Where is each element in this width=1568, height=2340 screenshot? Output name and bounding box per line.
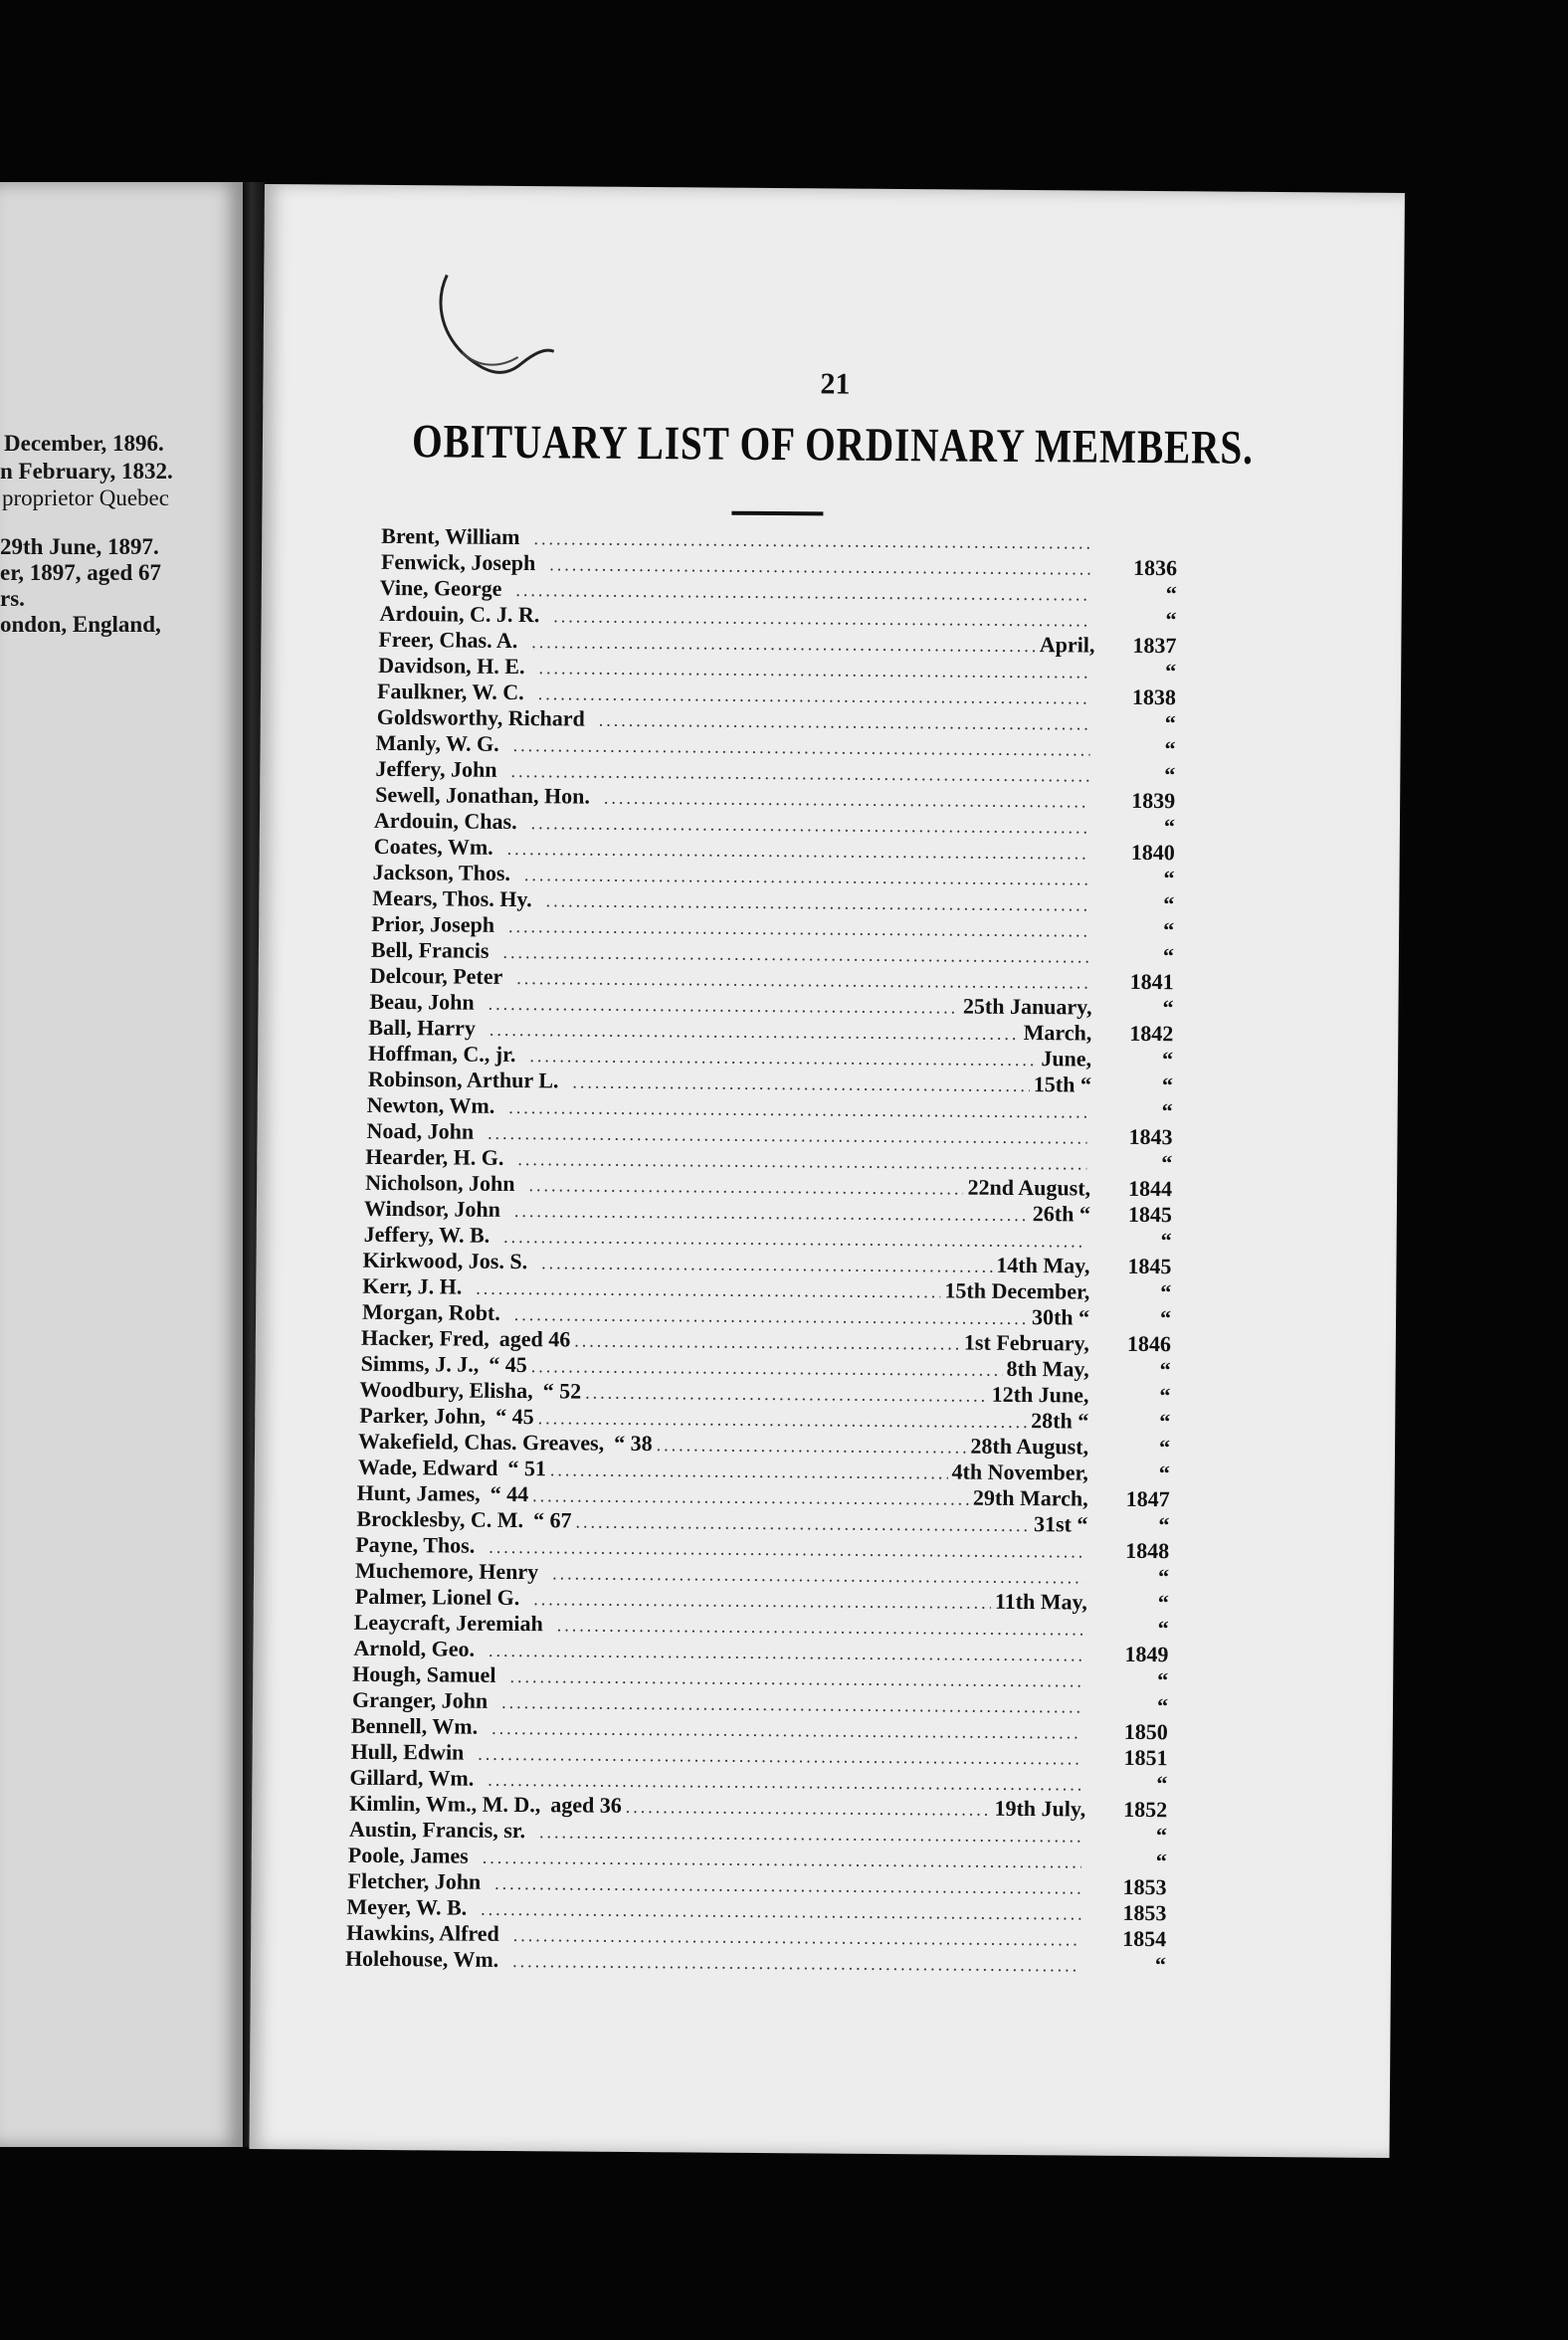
- left-line: n February, 1832.: [0, 459, 173, 484]
- member-name: Simms, J. J.,: [360, 1350, 480, 1377]
- member-name: Jeffery, John: [375, 755, 497, 782]
- member-name: Austin, Francis, sr.: [348, 1816, 526, 1844]
- dot-leader: [604, 788, 1089, 813]
- member-name: Kirkwood, Jos. S.: [362, 1247, 528, 1274]
- death-year: “: [1161, 1098, 1173, 1124]
- dot-leader: [550, 1460, 948, 1483]
- dot-leader: [572, 1072, 1030, 1096]
- member-name: Faulkner, W. C.: [376, 678, 524, 705]
- dot-leader: [557, 1615, 1083, 1640]
- obituary-list: [344, 522, 1178, 1978]
- member-name: Woodbury, Elisha,: [359, 1376, 533, 1404]
- death-year: “: [1155, 1823, 1168, 1849]
- dot-leader: [528, 1175, 963, 1199]
- death-year: 1836: [1132, 554, 1178, 581]
- death-date: 11th May,: [994, 1588, 1087, 1615]
- death-year: [1107, 549, 1177, 550]
- dot-leader: [533, 528, 1091, 553]
- dot-leader: [476, 1278, 940, 1303]
- death-year: “: [1154, 1952, 1167, 1978]
- member-name: Bell, Francis: [370, 936, 490, 963]
- death-year: “: [1155, 1849, 1167, 1874]
- member-name: Freer, Chas. A.: [378, 626, 518, 654]
- death-year: “: [1164, 736, 1176, 762]
- death-date: 15th December,: [944, 1277, 1090, 1304]
- member-name: Hacker, Fred,: [360, 1324, 490, 1351]
- death-date: 28th August,: [970, 1433, 1089, 1460]
- death-year: “: [1157, 1564, 1170, 1590]
- death-year: 1838: [1131, 683, 1177, 710]
- death-year: “: [1162, 943, 1175, 969]
- death-date: 19th July,: [994, 1795, 1086, 1822]
- member-age: aged 36: [550, 1792, 622, 1818]
- death-year: “: [1163, 891, 1175, 917]
- left-line: rs.: [0, 586, 25, 611]
- death-year: 1840: [1130, 839, 1175, 866]
- death-year: 1845: [1127, 1253, 1172, 1279]
- death-year: “: [1157, 1616, 1169, 1642]
- member-name: Brent, William: [381, 522, 520, 550]
- member-name: Coates, Wm.: [373, 833, 493, 860]
- member-name: Delcour, Peter: [369, 962, 503, 989]
- member-name: Wade, Edward: [357, 1454, 498, 1480]
- death-year: “: [1163, 866, 1175, 891]
- death-date: March,: [1023, 1020, 1092, 1046]
- left-page-fragment: [0, 182, 243, 2147]
- death-year: “: [1163, 917, 1175, 943]
- member-name: Newton, Wm.: [366, 1091, 495, 1118]
- member-name: Poole, James: [347, 1842, 469, 1868]
- dot-leader: [531, 632, 1036, 657]
- title-rule: [731, 511, 823, 516]
- member-name: Hawkins, Alfred: [346, 1919, 499, 1946]
- member-age: “ 51: [507, 1455, 547, 1481]
- member-name: Arnold, Geo.: [353, 1635, 476, 1661]
- death-date: 29th March,: [972, 1484, 1088, 1511]
- death-year: “: [1161, 1072, 1174, 1098]
- death-date: 15th “: [1033, 1072, 1092, 1097]
- death-date: 22nd August,: [967, 1174, 1091, 1201]
- death-year: “: [1157, 1590, 1169, 1616]
- dot-leader: [626, 1797, 991, 1821]
- death-year: 1847: [1125, 1485, 1170, 1512]
- death-year: 1842: [1129, 1020, 1174, 1047]
- member-name: Kimlin, Wm., M. D.,: [349, 1790, 541, 1818]
- member-name: Wakefield, Chas. Greaves,: [357, 1428, 605, 1456]
- member-name: Holehouse, Wm.: [344, 1945, 499, 1972]
- member-name: Morgan, Robt.: [362, 1298, 500, 1325]
- member-name: Beau, John: [369, 988, 475, 1015]
- left-line: December, 1896.: [4, 431, 164, 456]
- member-name: Muchemore, Henry: [354, 1557, 539, 1585]
- death-year: “: [1159, 1383, 1171, 1409]
- member-name: Hearder, H. G.: [365, 1143, 504, 1170]
- death-date: 31st “: [1033, 1511, 1088, 1537]
- death-year: “: [1156, 1771, 1168, 1797]
- member-name: Goldsworthy, Richard: [376, 703, 585, 731]
- death-year: “: [1164, 762, 1176, 788]
- left-line: er, 1897, aged 67: [0, 560, 162, 585]
- dot-leader: [538, 658, 1090, 682]
- dot-leader: [514, 1201, 1029, 1226]
- member-name: Hoffman, C., jr.: [368, 1040, 516, 1068]
- death-date: 25th January,: [962, 993, 1092, 1020]
- member-name: Davidson, H. E.: [378, 652, 525, 680]
- dot-leader: [549, 554, 1091, 579]
- dot-leader: [516, 968, 1088, 994]
- death-date: 14th May,: [996, 1252, 1090, 1278]
- member-name: Brocklesby, C. M.: [356, 1505, 524, 1533]
- death-year: “: [1164, 710, 1176, 736]
- member-name: Nicholson, John: [365, 1169, 515, 1197]
- member-name: Leaycraft, Jeremiah: [353, 1609, 543, 1637]
- dot-leader: [489, 994, 959, 1019]
- death-year: 1839: [1131, 787, 1176, 814]
- death-year: “: [1159, 1357, 1171, 1383]
- member-name: Ball, Harry: [368, 1014, 476, 1041]
- death-year: “: [1156, 1693, 1169, 1719]
- dot-leader: [539, 1822, 1081, 1847]
- member-name: Hull, Edwin: [350, 1738, 465, 1765]
- death-year: “: [1165, 659, 1177, 684]
- member-name: Ardouin, Chas.: [373, 807, 517, 835]
- death-year: “: [1160, 1279, 1172, 1305]
- death-year: “: [1160, 1228, 1172, 1254]
- dot-leader: [512, 1951, 1080, 1976]
- death-year: 1837: [1132, 632, 1177, 659]
- member-name: Jeffery, W. B.: [363, 1221, 490, 1248]
- member-name: Bennell, Wm.: [350, 1712, 479, 1739]
- member-name: Kerr, J. H.: [362, 1272, 463, 1299]
- death-date: April,: [1039, 632, 1095, 658]
- death-year: “: [1157, 1667, 1169, 1693]
- member-name: Hunt, James,: [356, 1479, 481, 1506]
- death-date: 26th “: [1032, 1201, 1090, 1227]
- dot-leader: [657, 1435, 967, 1458]
- member-name: Sewell, Jonathan, Hon.: [375, 781, 591, 809]
- member-name: Palmer, Lionel G.: [354, 1583, 520, 1611]
- dot-leader: [513, 1925, 1081, 1950]
- death-date: June,: [1041, 1046, 1092, 1072]
- death-year: “: [1162, 1047, 1174, 1072]
- death-year: “: [1163, 814, 1176, 840]
- left-line: proprietor Quebec: [2, 486, 169, 510]
- dot-leader: [553, 606, 1090, 631]
- dot-leader: [599, 710, 1090, 735]
- member-name: Mears, Thos. Hy.: [372, 884, 532, 912]
- death-year: 1845: [1127, 1201, 1172, 1228]
- death-year: 1841: [1129, 968, 1174, 995]
- dot-leader: [532, 1485, 969, 1509]
- death-date: 4th November,: [951, 1459, 1088, 1485]
- member-name: Windsor, John: [363, 1195, 500, 1222]
- page-number: 21: [820, 367, 851, 401]
- member-name: Fletcher, John: [347, 1867, 482, 1894]
- death-year: 1849: [1124, 1641, 1169, 1667]
- dot-leader: [533, 1589, 991, 1614]
- death-year: “: [1162, 995, 1174, 1021]
- list-item: [345, 1946, 1166, 1978]
- member-name: Vine, George: [379, 574, 502, 601]
- death-date: 1st February,: [963, 1329, 1089, 1356]
- page-title: OBITUARY LIST OF ORDINARY MEMBERS.: [411, 415, 1254, 475]
- death-year: “: [1161, 1150, 1173, 1176]
- dot-leader: [538, 683, 1090, 708]
- member-age: “ 44: [490, 1480, 529, 1507]
- dot-leader: [531, 1356, 1003, 1381]
- member-age: “ 52: [542, 1378, 582, 1404]
- death-year: “: [1165, 581, 1177, 607]
- member-name: Fenwick, Joseph: [380, 548, 536, 576]
- death-year: “: [1158, 1461, 1170, 1486]
- death-year: “: [1159, 1305, 1172, 1331]
- member-age: “ 45: [489, 1351, 527, 1378]
- member-name: Ardouin, C. J. R.: [379, 600, 540, 628]
- dot-leader: [574, 1330, 960, 1354]
- dot-leader: [514, 1304, 1028, 1329]
- member-name: Prior, Joseph: [371, 910, 495, 937]
- dot-leader: [552, 1563, 1083, 1588]
- member-name: Parker, John,: [359, 1402, 487, 1429]
- death-year: 1843: [1128, 1123, 1173, 1150]
- death-year: 1852: [1123, 1796, 1168, 1823]
- right-page: [249, 184, 1404, 2158]
- member-age: aged 46: [498, 1325, 571, 1352]
- death-date: 30th “: [1031, 1304, 1090, 1330]
- dot-leader: [585, 1383, 988, 1407]
- death-date: 28th “: [1031, 1408, 1089, 1434]
- member-name: Payne, Thos.: [355, 1531, 476, 1558]
- death-year: “: [1165, 607, 1177, 633]
- member-age: “ 38: [614, 1430, 653, 1457]
- member-age: “ 45: [495, 1403, 534, 1430]
- member-name: Gillard, Wm.: [349, 1764, 475, 1791]
- death-year: 1850: [1123, 1718, 1168, 1745]
- member-name: Noad, John: [366, 1117, 475, 1144]
- dot-leader: [517, 1149, 1086, 1174]
- death-year: “: [1158, 1512, 1170, 1538]
- death-year: 1851: [1123, 1744, 1168, 1771]
- death-year: 1853: [1122, 1873, 1167, 1900]
- death-year: “: [1159, 1409, 1171, 1435]
- death-year: 1844: [1128, 1175, 1173, 1202]
- member-name: Meyer, W. B.: [346, 1893, 468, 1920]
- death-date: 12th June,: [991, 1381, 1089, 1408]
- left-line: ondon, England,: [0, 612, 161, 637]
- member-name: Manly, W. G.: [375, 729, 499, 756]
- dot-leader: [541, 1253, 992, 1277]
- death-date: 8th May,: [1006, 1355, 1089, 1382]
- member-name: Jackson, Thos.: [372, 859, 511, 885]
- death-year: 1853: [1122, 1899, 1167, 1926]
- member-name: Hough, Samuel: [352, 1660, 496, 1687]
- death-year: 1854: [1122, 1925, 1167, 1952]
- death-year: “: [1158, 1435, 1171, 1461]
- dot-leader: [546, 890, 1089, 915]
- dot-leader: [490, 1020, 1020, 1045]
- member-name: Robinson, Arthur L.: [367, 1066, 559, 1093]
- death-year: 1848: [1125, 1537, 1170, 1564]
- member-age: “ 67: [533, 1507, 572, 1533]
- dot-leader: [531, 813, 1089, 838]
- dot-leader: [529, 1046, 1037, 1071]
- dot-leader: [538, 1408, 1028, 1433]
- left-line: 29th June, 1897.: [0, 534, 159, 559]
- member-name: Granger, John: [351, 1686, 489, 1713]
- death-year: 1846: [1126, 1330, 1171, 1357]
- dot-leader: [524, 865, 1089, 889]
- dot-leader: [576, 1511, 1031, 1536]
